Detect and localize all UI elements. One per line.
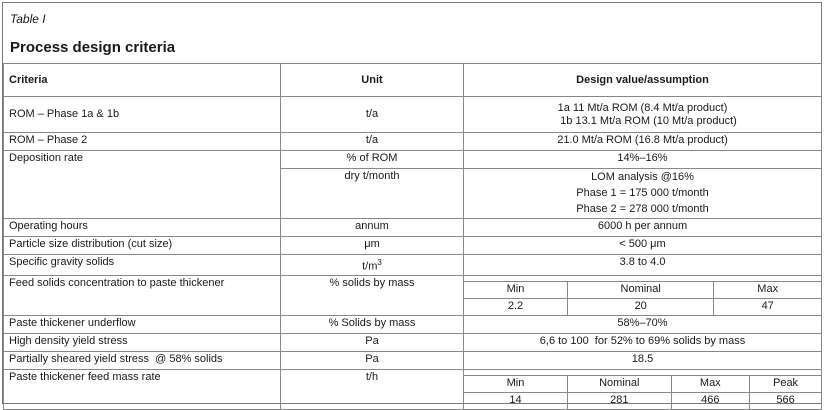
design-cell: 14%–16% — [464, 151, 822, 169]
design-cell — [464, 369, 822, 409]
design-cell: 18.5 — [464, 351, 822, 369]
min-label: Min — [464, 281, 568, 298]
criteria-cell: Partially sheared yield stress @ 58% solids — [4, 351, 281, 369]
design-cell: 6000 h per annum — [464, 219, 822, 237]
header-row — [4, 64, 822, 97]
unit-cell: Pa — [281, 351, 464, 369]
criteria-cell: Paste thickener underflow — [4, 315, 281, 333]
unit-cell: t/h — [281, 369, 464, 409]
header-design: Design value/assumption — [464, 64, 822, 97]
criteria-cell: Operating hours — [4, 219, 281, 237]
table-row — [4, 151, 822, 169]
design-line: Phase 1 = 175 000 t/month — [576, 187, 709, 199]
subtable-value-row — [464, 298, 821, 315]
unit-base: t/m — [362, 260, 378, 273]
design-cell: 6,6 to 100 for 52% to 69% solids by mass — [464, 333, 822, 351]
unit-cell: t/a — [281, 97, 464, 133]
table-row — [4, 133, 822, 151]
design-cell: 58%–70% — [464, 315, 822, 333]
design-line: 1b 13.1 Mt/a ROM (10 Mt/a product) — [560, 114, 737, 127]
criteria-cell: Specific gravity solids — [4, 255, 281, 276]
table-row — [4, 219, 822, 237]
min-label: Min — [464, 375, 568, 392]
min-value: 14 — [509, 393, 522, 406]
criteria-cell: ROM – Phase 1a & 1b — [4, 97, 281, 133]
unit-cell: μm — [281, 237, 464, 255]
design-cell — [464, 97, 822, 133]
design-cell — [464, 275, 822, 315]
nominal-value: 281 — [568, 392, 672, 409]
table-row — [4, 237, 822, 255]
table-caption: Table I — [10, 12, 46, 26]
feed-conc-subtable — [464, 281, 821, 315]
table-row — [4, 275, 822, 315]
design-cell: 3.8 to 4.0 — [464, 255, 822, 276]
max-label: Max — [671, 375, 750, 392]
design-line: LOM analysis @16% — [591, 171, 694, 183]
subtable-label-row — [464, 281, 821, 298]
criteria-table — [3, 63, 822, 410]
max-value: 47 — [714, 298, 821, 315]
criteria-cell: ROM – Phase 2 — [4, 133, 281, 151]
design-cell — [464, 169, 822, 219]
peak-value: 566 — [750, 392, 821, 409]
unit-superscript: 3 — [377, 258, 382, 267]
table-row — [4, 97, 822, 133]
design-cell: < 500 μm — [464, 237, 822, 255]
nominal-label: Nominal — [568, 281, 714, 298]
criteria-cell: Feed solids concentration to paste thickener — [4, 275, 281, 315]
unit-cell: annum — [281, 219, 464, 237]
design-line: Phase 2 = 278 000 t/month — [576, 203, 709, 215]
max-label: Max — [714, 281, 821, 298]
unit-cell: % of ROM — [281, 151, 464, 169]
criteria-cell: Deposition rate — [4, 151, 281, 219]
unit-cell — [281, 255, 464, 276]
min-value: 2.2 — [507, 299, 524, 312]
nominal-value: 20 — [568, 298, 714, 315]
unit-cell: dry t/month — [281, 169, 464, 219]
criteria-cell: High density yield stress — [4, 333, 281, 351]
unit-cell: Pa — [281, 333, 464, 351]
unit-cell: % Solids by mass — [281, 315, 464, 333]
unit-cell: t/a — [281, 133, 464, 151]
table-frame — [2, 2, 822, 404]
subtable-label-row — [464, 375, 821, 392]
header-unit: Unit — [281, 64, 464, 97]
table-title: Process design criteria — [10, 39, 176, 56]
nominal-label: Nominal — [568, 375, 672, 392]
feed-mass-subtable — [464, 375, 821, 409]
table-row — [4, 255, 822, 276]
design-cell: 21.0 Mt/a ROM (16.8 Mt/a product) — [464, 133, 822, 151]
peak-label: Peak — [750, 375, 821, 392]
table-row — [4, 315, 822, 333]
design-line: 1a 11 Mt/a ROM (8.4 Mt/a product) — [557, 101, 728, 114]
criteria-cell: Particle size distribution (cut size) — [4, 237, 281, 255]
max-value: 466 — [671, 392, 750, 409]
table-row — [4, 351, 822, 369]
table-row — [4, 333, 822, 351]
subtable-value-row — [464, 392, 821, 409]
criteria-cell: Paste thickener feed mass rate — [4, 369, 281, 409]
unit-cell: % solids by mass — [281, 275, 464, 315]
header-criteria: Criteria — [4, 64, 281, 97]
table-row — [4, 369, 822, 409]
